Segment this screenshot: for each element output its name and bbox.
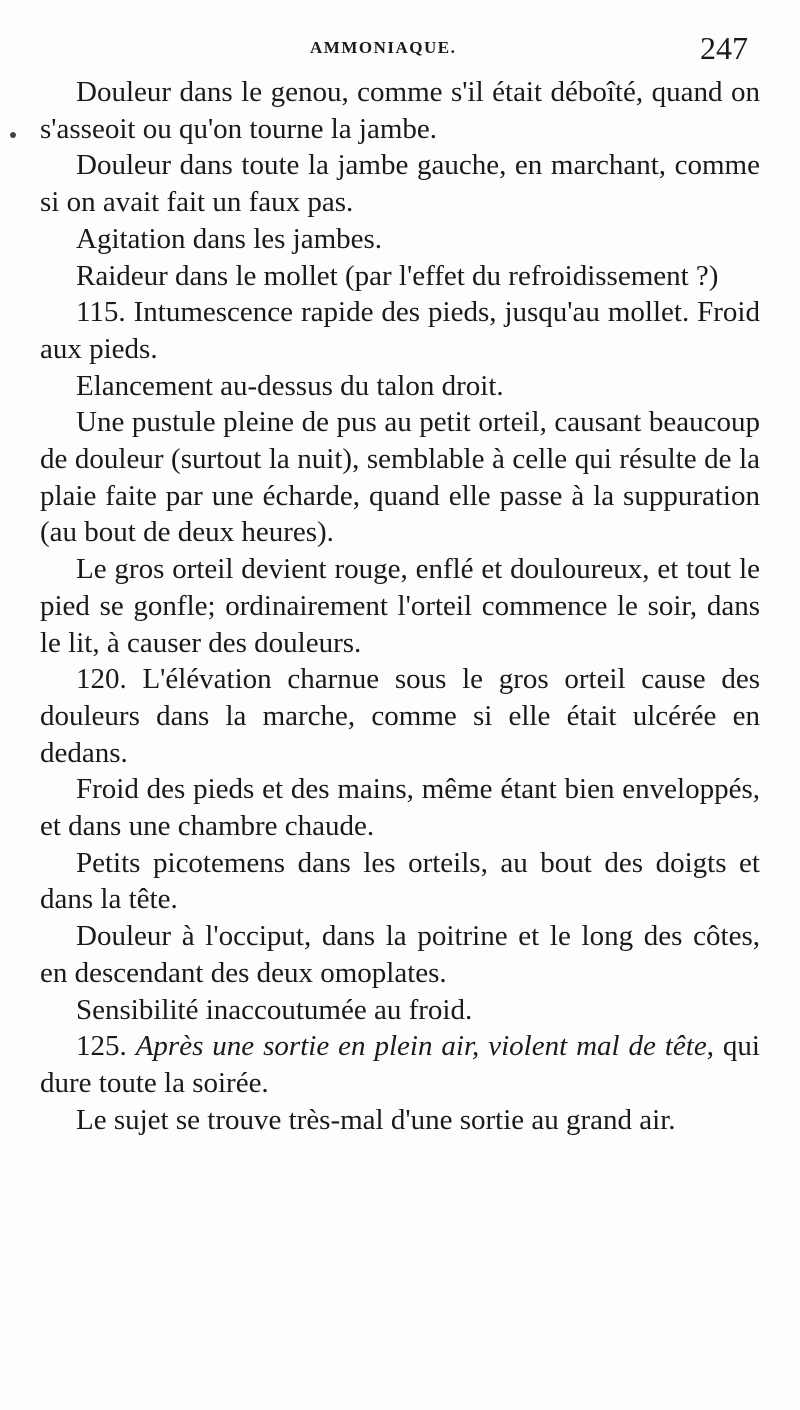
page-header (0, 30, 800, 66)
running-title: AMMONIAQUE. (310, 38, 457, 57)
paragraph: Froid des pieds et des mains, même étant bien enveloppés, et dans une chambre chaude. (40, 773, 760, 843)
page-number: 247 (700, 30, 748, 66)
paragraph: Le sujet se trouve très-mal d'une sortie au grand air. (76, 1103, 676, 1136)
paragraph: Douleur dans le genou, comme s'il était déboîté, quand on s'asseoit ou qu'on tourne la jambe. (40, 76, 760, 145)
paragraph (40, 1028, 760, 1101)
paragraph: Sensibilité inaccoutumée au froid. (76, 993, 473, 1026)
paragraph: Agitation dans les jambes. (76, 222, 383, 255)
paragraph: Elancement au-dessus du talon droit. (76, 369, 504, 402)
paragraph: Une pustule pleine de pus au petit orteil, causant beaucoup de douleur (surtout la nuit), semblable à celle qui résulte de la plaie faite par une écharde, quand elle passe à la suppuration (au bout de deux heures). (40, 406, 760, 549)
paragraph-rest: , qui dure toute la soirée. (40, 1030, 760, 1099)
paragraph-lead: 125. (76, 1030, 136, 1063)
body-text (40, 74, 760, 1138)
paragraph: Raideur dans le mollet (par l'effet du refroidissement ?) (76, 259, 719, 292)
margin-mark (10, 132, 16, 138)
paragraph: Le gros orteil devient rouge, enflé et douloureux, et tout le pied se gonfle; ordinairement l'orteil commence le soir, dans le lit, à causer des douleurs. (40, 553, 760, 659)
paragraph: Douleur à l'occiput, dans la poitrine et le long des côtes, en descendant des deux omoplates. (40, 920, 760, 989)
paragraph: Douleur dans toute la jambe gauche, en marchant, comme si on avait fait un faux pas. (40, 149, 760, 219)
paragraph: 120. L'élévation charnue sous le gros orteil cause des douleurs dans la marche, comme si elle était ulcérée en dedans. (40, 663, 760, 769)
paragraph: 115. Intumescence rapide des pieds, jusqu'au mollet. Froid aux pieds. (40, 296, 760, 365)
paragraph-italic: Après une sortie en plein air, violent mal de tête (135, 1030, 707, 1063)
paragraph: Petits picotemens dans les orteils, au bout des doigts et dans la tête. (40, 846, 760, 916)
